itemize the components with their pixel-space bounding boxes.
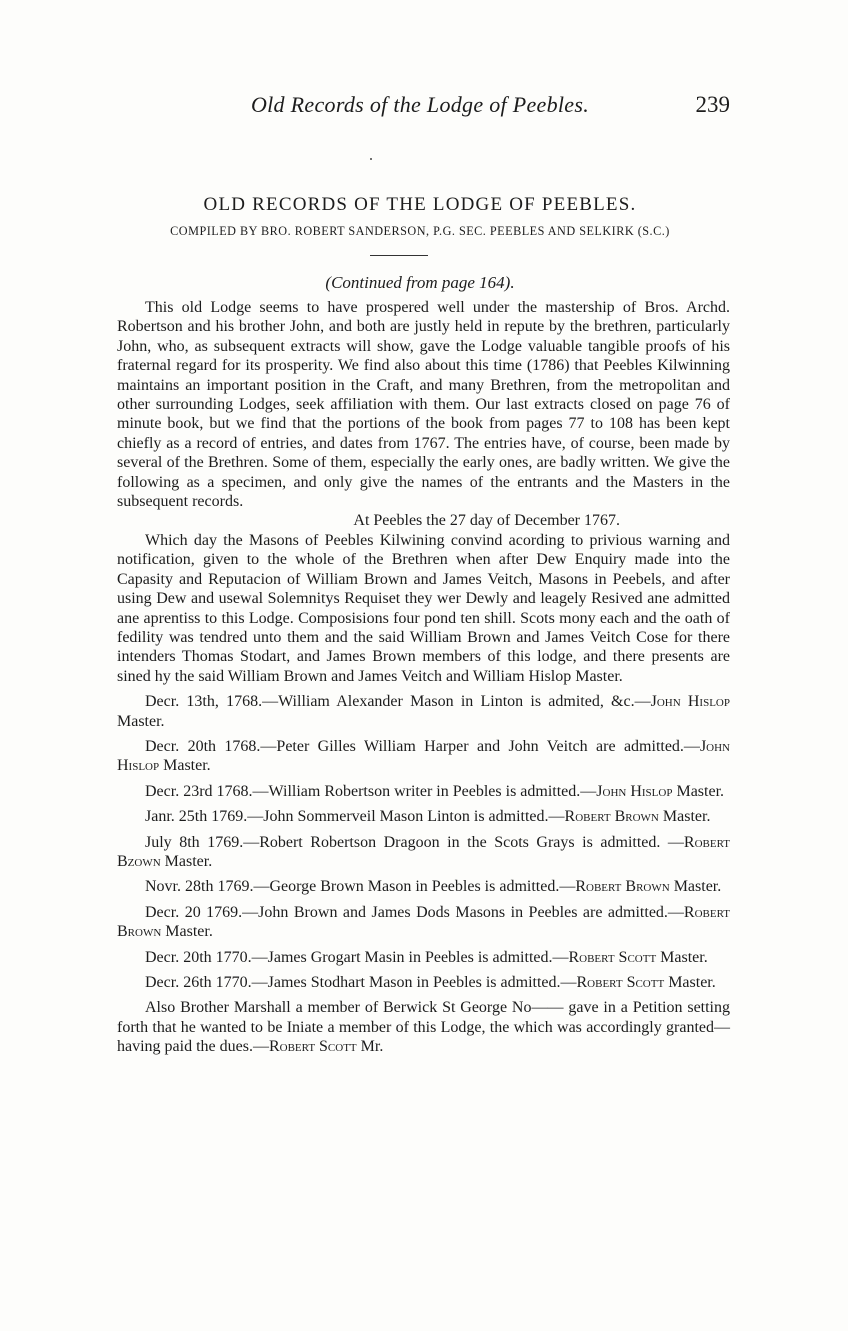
entry-text: Decr. 20th 1770.—James Grogart Masin in Peebles is admitted.— (145, 948, 569, 966)
minute-entry (117, 903, 730, 942)
title-rule (370, 255, 428, 256)
minute-dateline: At Peebles the 27 day of December 1767. (353, 512, 620, 530)
entry-master: Robert Scott (568, 948, 657, 966)
minute-paragraph: Which day the Masons of Peebles Kilwining convind acording to privious warning and notification, given to the whole of the Brethren when after Dew Enquiry made into the Capasity and Reputacion of William Brown and James Veitch, Masons in Peebels, and after using Dew and usewal Solemnitys Requiset they wer Dewly and leagely Resived ane admitted ane aprentiss to this Lodge. Composisions four pond ten shill. Scots mony each and the oath of fedility was tendred unto them and the said William Brown and James Veitch Cose for there intenders Thomas Stodart, and James Brown members of this lodge, and there presents are sined hy the said William Brown and James Veitch and William Hislop Master. (117, 531, 730, 685)
minute-entry (117, 782, 730, 801)
entry-suffix: Master. (658, 808, 711, 826)
entry-text: Decr. 20 1769.—John Brown and James Dods Masons in Peebles are admitted.— (145, 903, 684, 921)
entry-master: John Hislop (117, 737, 730, 775)
article-byline: COMPILED BY BRO. ROBERT SANDERSON, P.G. SEC. PEEBLES AND SELKIRK (S.C.) (170, 224, 670, 238)
entry-text: Decr. 20th 1768.—Peter Gilles William Harper and John Veitch are admitted.— (145, 737, 700, 755)
minute-entry (117, 692, 730, 731)
entry-text: Novr. 28th 1769.—George Brown Mason in Peebles is admitted.— (145, 878, 576, 896)
page-number: 239 (695, 92, 730, 117)
entry-master: Robert Brown (117, 903, 730, 941)
minute-entry (117, 833, 730, 872)
minute-entry (117, 948, 730, 967)
minute-entry (117, 737, 730, 776)
entry-text: Decr. 13th, 1768.—William Alexander Mason in Linton is admited, &c.— (145, 693, 651, 711)
entry-text: Janr. 25th 1769.—John Sommerveil Mason Linton is admitted.— (145, 808, 565, 826)
entry-text: Decr. 26th 1770.—James Stodhart Mason in Peebles is admitted.— (145, 974, 577, 991)
entry-master: Robert Bzown (117, 833, 730, 870)
entry-master: John Hislop (650, 693, 730, 711)
entry-suffix: Master. (664, 974, 716, 991)
entry-suffix: Master. (159, 757, 211, 775)
article-title: OLD RECORDS OF THE LODGE OF PEEBLES. (203, 194, 637, 215)
entry-suffix: Master. (669, 878, 722, 896)
entry-text: July 8th 1769.—Robert Robertson Dragoon in the Scots Grays is admitted. — (145, 833, 684, 851)
entry-master: John Hislop (596, 782, 673, 800)
minute-entry (117, 877, 730, 896)
article-body (117, 298, 730, 1057)
entry-suffix: Master. (160, 852, 213, 870)
running-title: Old Records of the Lodge of Peebles. (250, 92, 590, 117)
minute-entry (117, 998, 730, 1056)
entry-master: Robert Scott (576, 974, 665, 991)
entry-master: Robert Brown (564, 808, 659, 826)
intro-paragraph: This old Lodge seems to have prospered well under the mastership of Bros. Archd. Robertson and his brother John, and both are justly held in repute by the brethren, particularly John, who, as subsequent extracts will show, gave the Lodge valuable tangible proofs of his fraternal regard for its prosperity. We find also about this time (1786) that Peebles Kilwinning maintains an important position in the Craft, and many Brethren, from the metropolitan and other surrounding Lodges, seek affiliation with them. Our last extracts closed on page 76 of minute book, but we find that the portions of the book from pages 77 to 108 has been kept chiefly as a record of entries, and dates from 1767. The entries have, of course, been made by several of the Brethren. Some of them, especially the early ones, are badly written. We give the following as a specimen, and only give the names of the entrants and the Masters in the subsequent records. (117, 299, 730, 511)
continued-note: (Continued from page 164). (325, 273, 515, 292)
entry-suffix: Master. (161, 923, 213, 941)
entry-suffix: Master. (672, 782, 725, 800)
entry-master: Robert Scott (268, 1038, 357, 1056)
entry-suffix: Mr. (356, 1038, 384, 1056)
print-speck (370, 158, 372, 160)
running-header (110, 92, 730, 122)
entry-text: Also Brother Marshall a member of Berwick St George No—— gave in a Petition setting forth that he wanted to be Iniate a member of this Lodge, the which was accordingly granted—having paid the dues.— (117, 999, 730, 1056)
entry-master: Robert Brown (575, 878, 670, 896)
entry-suffix: Master. (117, 712, 165, 730)
entry-text: Decr. 23rd 1768.—William Robertson writer in Peebles is admitted.— (145, 782, 597, 800)
minute-entry (117, 973, 730, 992)
minute-entry (117, 807, 730, 826)
entry-suffix: Master. (656, 948, 708, 966)
